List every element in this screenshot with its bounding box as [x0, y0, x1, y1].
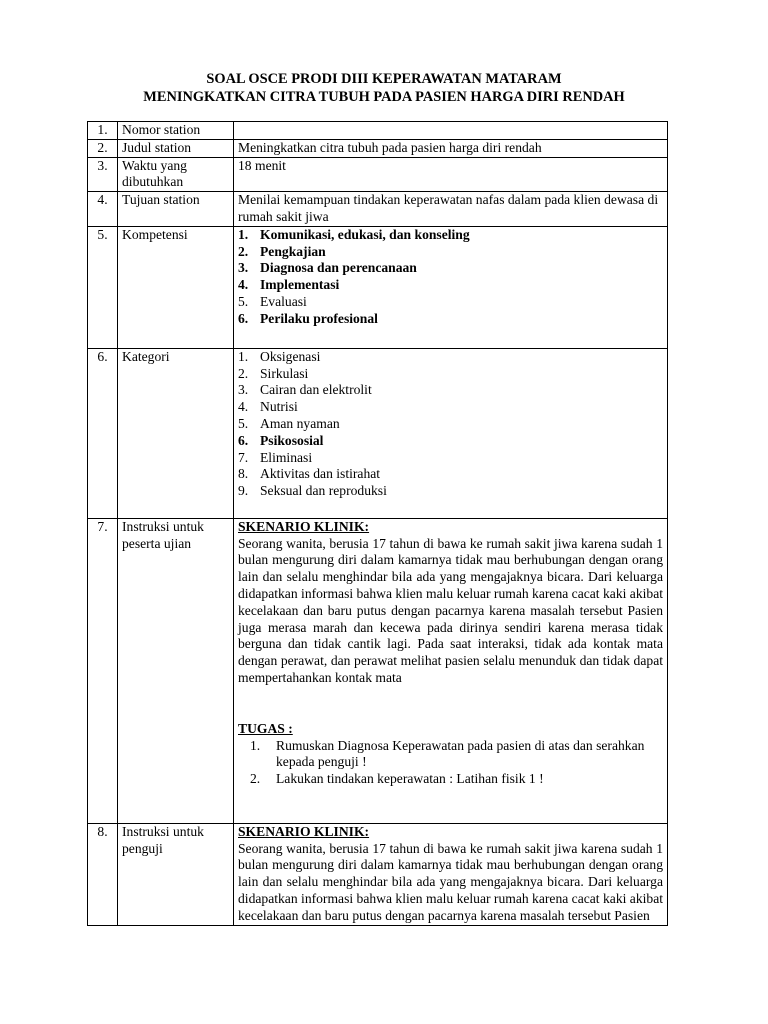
- table-row: [88, 192, 668, 227]
- spacer: [238, 687, 663, 721]
- row-label: Judul station: [118, 139, 234, 157]
- list-item: 8. Aktivitas dan istirahat: [238, 466, 381, 482]
- row-label: Nomor station: [118, 122, 234, 140]
- list-item: 5. Aman nyaman: [238, 415, 340, 431]
- list-item: 2. Sirkulasi: [238, 365, 309, 381]
- list-item: 6. Psikososial: [238, 432, 324, 448]
- table-row: [88, 139, 668, 157]
- row-value: [234, 122, 668, 140]
- scenario-text: Seorang wanita, berusia 17 tahun di bawa ke rumah sakit jiwa karena sudah 1 bulan mengurung diri dalam kamarnya tidak mau berhubungan dengan orang lain dan selalu menghindar bila ada yang mengajaknya bicara. Dari keluarga didapatkan informasi bahwa klien malu keluar rumah karena cacat kaki akibat kecelakaan dan baru putus dengan pacarnya karena masalah tersebut Pasien: [238, 840, 664, 923]
- row-value: 18 menit: [234, 157, 668, 192]
- row-label: Instruksi untuk peserta ujian: [118, 518, 234, 823]
- list-item: 2. Pengkajian: [238, 243, 326, 259]
- list-item: 4. Nutrisi: [238, 399, 298, 415]
- row-value: Menilai kemampuan tindakan keperawatan nafas dalam pada klien dewasa di rumah sakit jiwa: [234, 192, 668, 227]
- table-row: [88, 226, 668, 348]
- row-number: 8.: [88, 823, 118, 925]
- row-number: 7.: [88, 518, 118, 823]
- row-number: 6.: [88, 348, 118, 518]
- row-label: Kompetensi: [118, 226, 234, 348]
- list-item: 7. Eliminasi: [238, 449, 313, 465]
- list-item: 3. Cairan dan elektrolit: [238, 382, 372, 398]
- list-item: 3. Diagnosa dan perencanaan: [238, 260, 417, 276]
- list-item: 2. Lakukan tindakan keperawatan : Latihan fisik 1 !: [250, 771, 544, 787]
- list-item: 1. Rumuskan Diagnosa Keperawatan pada pasien di atas dan serahkan kepada penguji !: [250, 737, 645, 770]
- table-row: [88, 157, 668, 192]
- table-row: [88, 348, 668, 518]
- task-list: [238, 738, 663, 788]
- row-number: 4.: [88, 192, 118, 227]
- row-number: 2.: [88, 139, 118, 157]
- list-item: 5. Evaluasi: [238, 293, 307, 309]
- row-label: Instruksi untuk penguji: [118, 823, 234, 925]
- scenario-heading: SKENARIO KLINIK:: [238, 823, 370, 839]
- competency-list: [238, 227, 663, 328]
- participant-instructions-cell: [234, 518, 668, 823]
- station-table: [87, 121, 668, 926]
- row-number: 5.: [88, 226, 118, 348]
- list-item: 4. Implementasi: [238, 277, 340, 293]
- scenario-heading: SKENARIO KLINIK:: [238, 518, 370, 534]
- table-row: [88, 122, 668, 140]
- task-heading: TUGAS :: [238, 720, 293, 736]
- document-title: SOAL OSCE PRODI DIII KEPERAWATAN MATARAM: [206, 71, 562, 87]
- examiner-instructions-cell: [234, 823, 668, 925]
- competency-cell: [234, 226, 668, 348]
- list-item: 1. Komunikasi, edukasi, dan konseling: [238, 226, 470, 242]
- list-item: 6. Perilaku profesional: [238, 310, 378, 326]
- row-value: Meningkatkan citra tubuh pada pasien harga diri rendah: [234, 139, 668, 157]
- document-header: [0, 70, 768, 106]
- row-label: Kategori: [118, 348, 234, 518]
- list-item: 1. Oksigenasi: [238, 348, 321, 364]
- scenario-text: Seorang wanita, berusia 17 tahun di bawa ke rumah sakit jiwa karena sudah 1 bulan mengurung diri dalam kamarnya tidak mau berhubungan dengan orang lain dan selalu menghindar bila ada yang mengajaknya bicara. Dari keluarga didapatkan informasi bahwa klien malu keluar rumah karena cacat kaki akibat kecelakaan dan baru putus dengan pacarnya karena masalah tersebut Pasien juga merasa marah dan kecewa pada dirinya sendiri karena merasa tidak berguna dan tidak cantik lagi. Pada saat interaksi, tidak ada kontak mata dengan perawat, dan perawat melihat pasien selalu menunduk dan tidak dapat mempertahankan kontak mata: [238, 535, 664, 685]
- row-label: Waktu yang dibutuhkan: [118, 157, 234, 192]
- category-list: [238, 349, 663, 500]
- row-number: 3.: [88, 157, 118, 192]
- table-row: [88, 823, 668, 925]
- row-number: 1.: [88, 122, 118, 140]
- row-label: Tujuan station: [118, 192, 234, 227]
- category-cell: [234, 348, 668, 518]
- document-subtitle: MENINGKATKAN CITRA TUBUH PADA PASIEN HARGA DIRI RENDAH: [143, 89, 625, 105]
- table-row: [88, 518, 668, 823]
- list-item: 9. Seksual dan reproduksi: [238, 483, 387, 499]
